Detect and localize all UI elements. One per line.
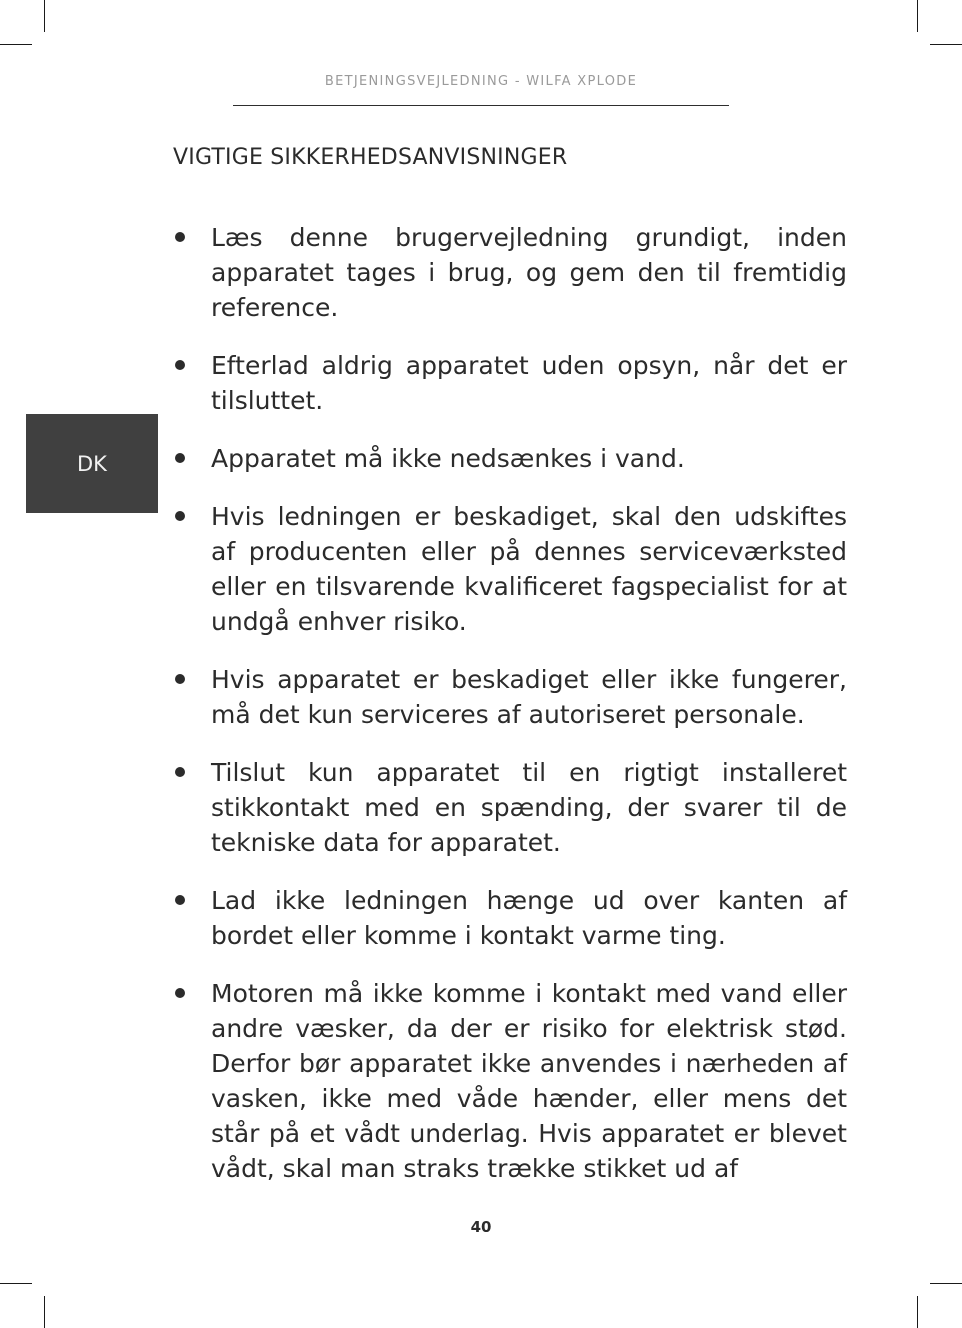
crop-mark-top-left-vertical <box>44 0 45 32</box>
list-item-text: Tilslut kun apparatet til en rigtigt installeret stikkontakt med en spænding, der svarer til de tekniske data for apparatet. <box>211 758 847 857</box>
list-item-text: Læs denne brugervejledning grundigt, inden apparatet tages i brug, og gem den til fremtidig reference. <box>211 223 847 322</box>
list-item <box>173 441 847 476</box>
crop-mark-top-left-horizontal <box>0 44 32 45</box>
language-tab-label: DK <box>77 451 107 476</box>
list-item <box>173 499 847 639</box>
crop-mark-top-right-horizontal <box>930 44 962 45</box>
list-item-text: Apparatet må ikke nedsænkes i vand. <box>211 444 685 473</box>
bullet-icon <box>175 674 185 684</box>
bullet-icon <box>175 453 185 463</box>
bullet-icon <box>175 360 185 370</box>
crop-mark-bottom-left-vertical <box>44 1296 45 1328</box>
crop-mark-bottom-right-horizontal <box>930 1283 962 1284</box>
list-item <box>173 883 847 953</box>
list-item <box>173 348 847 418</box>
list-item <box>173 662 847 732</box>
list-item <box>173 976 847 1186</box>
page-number: 40 <box>470 1218 492 1236</box>
bullet-icon <box>175 767 185 777</box>
crop-mark-bottom-right-vertical <box>917 1296 918 1328</box>
bullet-icon <box>175 895 185 905</box>
list-item-text: Motoren må ikke komme i kontakt med vand eller andre væsker, da der er risiko for elektrisk stød. Derfor bør apparatet ikke anvendes i nærheden af vasken, ikke med våde hænder, eller mens det står på et vådt underlag. Hvis apparatet er blevet vådt, skal man straks trække stikket ud af <box>211 979 847 1183</box>
list-item <box>173 755 847 860</box>
list-item-text: Hvis ledningen er beskadiget, skal den udskiftes af producenten eller på dennes serviceværksted eller en tilsvarende kvalificeret fagspecialist for at undgå enhver risiko. <box>211 502 847 636</box>
crop-mark-bottom-left-horizontal <box>0 1283 32 1284</box>
running-header: BETJENINGSVEJLEDNING - WILFA XPLODE <box>324 74 638 89</box>
crop-mark-top-right-vertical <box>917 0 918 32</box>
section-title: VIGTIGE SIKKERHEDSANVISNINGER <box>173 145 568 170</box>
safety-instructions-list <box>173 220 847 1209</box>
language-tab <box>26 414 158 513</box>
bullet-icon <box>175 988 185 998</box>
bullet-icon <box>175 232 185 242</box>
list-item-text: Hvis apparatet er beskadiget eller ikke fungerer, må det kun serviceres af autoriseret personale. <box>211 665 847 729</box>
list-item-text: Lad ikke ledningen hænge ud over kanten af bordet eller komme i kontakt varme ting. <box>211 886 847 950</box>
bullet-icon <box>175 511 185 521</box>
header-divider <box>233 105 729 106</box>
list-item-text: Efterlad aldrig apparatet uden opsyn, når det er tilsluttet. <box>211 351 847 415</box>
list-item <box>173 220 847 325</box>
